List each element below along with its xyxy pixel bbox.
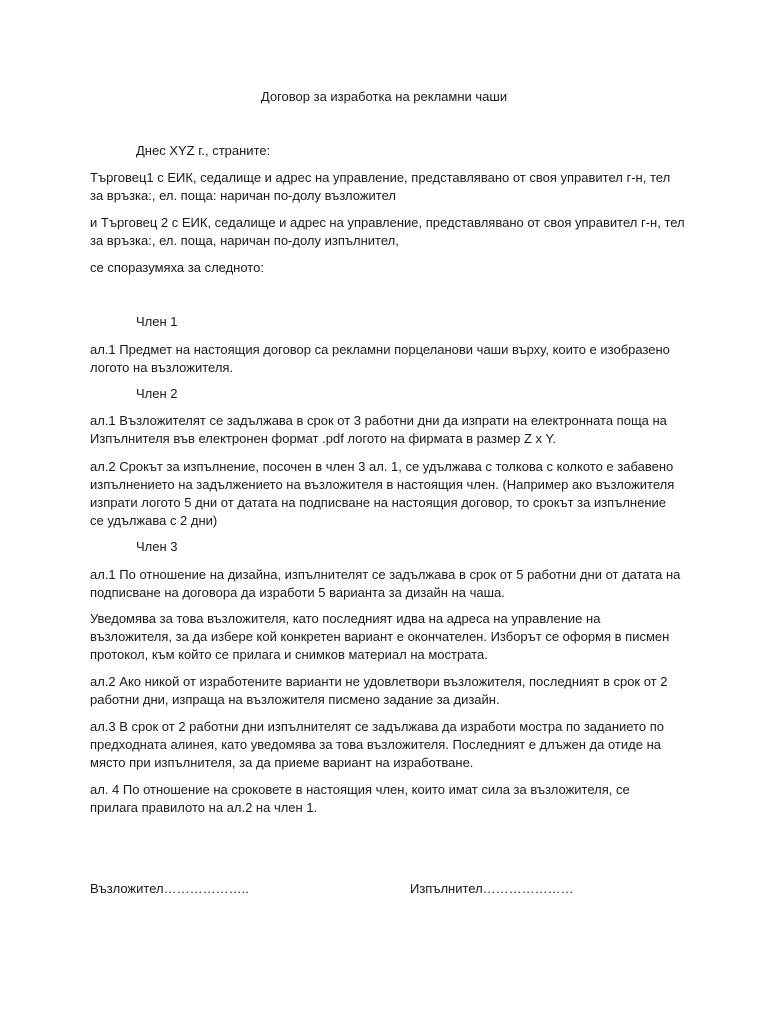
article2-paragraph2: ал.2 Срокът за изпълнение, посочен в член 3 ал. 1, се удължава с толкова с колкото е забавено изпълнението на задължението на възложителя в настоящия член. (Например ако възложителя изпрати логото 5 дни от датата на подписване на настоящия договор, то срокът за изпълнение се удължава с 2 дни) bbox=[90, 459, 675, 528]
article3-paragraph1: ал.1 По отношение на дизайна, изпълнителят се задължава в срок от 5 работни дни от датата на подписване на договора да изработи 5 варианта за дизайн на чаша. bbox=[90, 567, 681, 600]
article2-heading: Член 2 bbox=[136, 386, 178, 401]
article2-paragraph1: ал.1 Възложителят се задължава в срок от 3 работни дни да изпрати на електронната поща на Изпълнителя във електронен формат .pdf логото на фирмата в размер Z x Y. bbox=[90, 413, 667, 446]
party2-text: и Търговец 2 с ЕИК, седалище и адрес на управление, представлявано от своя управител г-н, тел за връзка:, ел. поща, наричан по-долу изпълнител, bbox=[90, 215, 685, 248]
article3-paragraph2: ал.2 Ако никой от изработените варианти не удовлетвори възложителя, последният в срок от 2 работни дни, изпраща на възложителя писмено задание за дизайн. bbox=[90, 674, 668, 707]
signature-executor: Изпълнител………………… bbox=[410, 881, 574, 896]
article3-heading: Член 3 bbox=[136, 539, 178, 554]
party1-text: Търговец1 с ЕИК, седалище и адрес на управление, представлявано от своя управител г-н, тел за връзка:, ел. поща: наричан по-долу възложител bbox=[90, 170, 671, 203]
intro-text: Днес XYZ г., страните: bbox=[136, 143, 271, 158]
document-title: Договор за изработка на рекламни чаши bbox=[260, 89, 508, 104]
article3-paragraph4: ал. 4 По отношение на сроковете в настоящия член, които имат сила за възложителя, се прилага правилото на ал.2 на член 1. bbox=[90, 782, 630, 815]
article3-paragraph3: ал.3 В срок от 2 работни дни изпълнителят се задължава да изработи мостра по заданието по предходната алинея, като уведомява за това възложителя. Последният е длъжен да отиде на място при изпълнителя, за да приеме вариант на изработване. bbox=[90, 719, 665, 770]
article1-paragraph1: ал.1 Предмет на настоящия договор са рекламни порцеланови чаши върху, които е изобразено логото на възложителя. bbox=[90, 342, 670, 375]
article3-paragraph1b: Уведомява за това възложителя, като последният идва на адреса на управление на възложителя, за да избере кой конкретен вариант е окончателен. Изборът се оформя в писмен протокол, към който се прилага и снимков материал на мострата. bbox=[90, 611, 670, 662]
article1-heading: Член 1 bbox=[136, 314, 178, 329]
signature-contractor: Възложител……………….. bbox=[90, 881, 249, 896]
agreed-text: се споразумяха за следното: bbox=[90, 260, 264, 275]
